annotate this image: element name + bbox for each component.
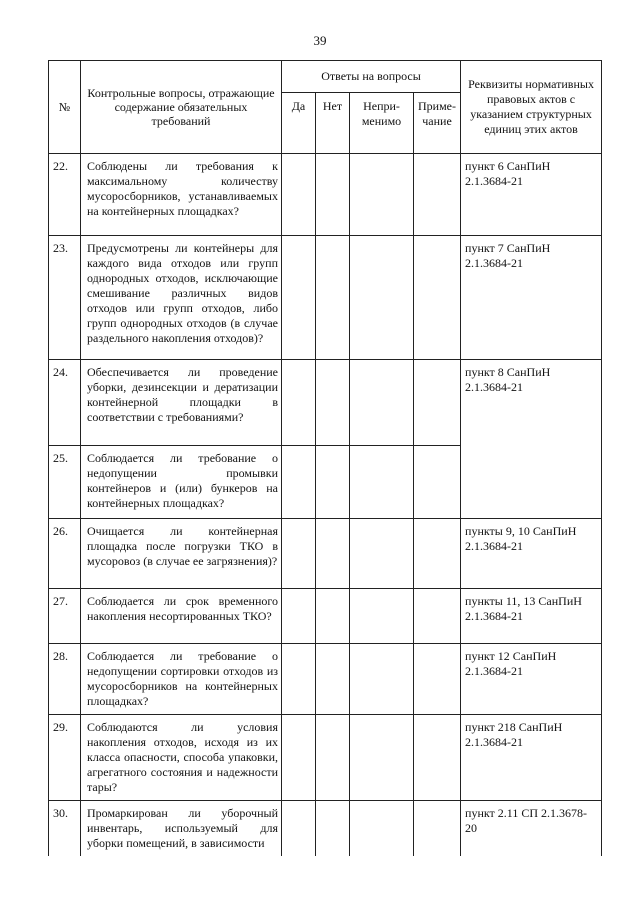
answer-yes-cell[interactable] [282, 446, 316, 519]
table-row [49, 154, 602, 236]
answer-na-cell[interactable] [350, 589, 414, 644]
answer-no-cell[interactable] [316, 644, 350, 715]
checklist-table [48, 60, 602, 856]
row-requisite: пункт 2.11 СП 2.1.3678-20 [461, 801, 602, 856]
row-requisite: пункты 9, 10 СанПиН 2.1.3684-21 [461, 519, 602, 589]
row-number: 30. [49, 801, 81, 856]
answer-na-cell[interactable] [350, 446, 414, 519]
row-question: Соблюдены ли требования к максимальному количеству мусоросборников, устанавливаемых на контейнерных площадках? [81, 154, 282, 236]
header-answer-note [414, 93, 461, 154]
answer-no-cell[interactable] [316, 154, 350, 236]
row-question: Соблюдается ли срок временного накопления несортированных ТКО? [81, 589, 282, 644]
answer-yes-cell[interactable] [282, 236, 316, 360]
row-number: 27. [49, 589, 81, 644]
answer-no-cell[interactable] [316, 589, 350, 644]
row-number: 22. [49, 154, 81, 236]
answer-note-cell[interactable] [414, 154, 461, 236]
answer-na-cell[interactable] [350, 236, 414, 360]
row-requisite [461, 446, 602, 519]
answer-no-cell[interactable] [316, 519, 350, 589]
table-row [49, 360, 602, 446]
row-requisite: пункт 218 СанПиН 2.1.3684-21 [461, 715, 602, 801]
answer-note-cell[interactable] [414, 644, 461, 715]
answer-na-cell[interactable] [350, 801, 414, 856]
row-requisite: пункт 7 СанПиН 2.1.3684-21 [461, 236, 602, 360]
answer-yes-cell[interactable] [282, 519, 316, 589]
answer-no-cell[interactable] [316, 446, 350, 519]
row-number: 24. [49, 360, 81, 446]
row-number: 25. [49, 446, 81, 519]
answer-na-cell[interactable] [350, 715, 414, 801]
table-row [49, 236, 602, 360]
row-number: 29. [49, 715, 81, 801]
header-answer-not-applicable [350, 93, 414, 154]
answer-yes-cell[interactable] [282, 360, 316, 446]
table-row [49, 446, 602, 519]
row-requisite: пункт 6 СанПиН 2.1.3684-21 [461, 154, 602, 236]
row-requisite: пункт 12 СанПиН 2.1.3684-21 [461, 644, 602, 715]
answer-yes-cell[interactable] [282, 644, 316, 715]
page-number: 39 [313, 33, 327, 48]
answer-note-cell[interactable] [414, 801, 461, 856]
table-row [49, 589, 602, 644]
header-answers: Ответы на вопросы [282, 61, 461, 93]
header-note-line2: чание [422, 114, 452, 128]
answer-yes-cell[interactable] [282, 589, 316, 644]
answer-note-cell[interactable] [414, 360, 461, 446]
row-number: 26. [49, 519, 81, 589]
table-row [49, 644, 602, 715]
table-row [49, 519, 602, 589]
header-requisites: Реквизиты нормативных правовых актов с указанием структурных единиц этих актов [461, 61, 602, 154]
header-answer-yes: Да [282, 93, 316, 154]
header-na-line2: менимо [361, 114, 402, 128]
answer-no-cell[interactable] [316, 715, 350, 801]
answer-na-cell[interactable] [350, 644, 414, 715]
row-number: 28. [49, 644, 81, 715]
answer-note-cell[interactable] [414, 446, 461, 519]
row-question: Обеспечивается ли проведение уборки, дезинсекции и дератизации контейнерной площадки в соответствии с требованиями? [81, 360, 282, 446]
answer-note-cell[interactable] [414, 519, 461, 589]
row-question: Соблюдаются ли условия накопления отходов, исходя из их класса опасности, способа упаковки, агрегатного состояния и надежности тары? [81, 715, 282, 801]
answer-no-cell[interactable] [316, 360, 350, 446]
row-question: Соблюдается ли требование о недопущении сортировки отходов из мусоросборников на контейнерных площадках? [81, 644, 282, 715]
answer-na-cell[interactable] [350, 360, 414, 446]
row-question: Промаркирован ли уборочный инвентарь, используемый для уборки помещений, в зависимости [81, 801, 282, 856]
answer-yes-cell[interactable] [282, 154, 316, 236]
header-na-line1: Непри- [363, 99, 400, 113]
answer-note-cell[interactable] [414, 589, 461, 644]
answer-na-cell[interactable] [350, 519, 414, 589]
answer-na-cell[interactable] [350, 154, 414, 236]
row-number: 23. [49, 236, 81, 360]
answer-no-cell[interactable] [316, 236, 350, 360]
answer-yes-cell[interactable] [282, 715, 316, 801]
answer-yes-cell[interactable] [282, 801, 316, 856]
row-requisite: пункт 8 СанПиН 2.1.3684-21 [461, 360, 602, 446]
header-number: № [49, 61, 81, 154]
row-requisite: пункты 11, 13 СанПиН 2.1.3684-21 [461, 589, 602, 644]
row-question: Предусмотрены ли контейнеры для каждого вида отходов или групп однородных отходов, исключающие смешивание различных видов отходов или групп отходов, либо групп однородных отходов (в случае раздельного накопления отходов)? [81, 236, 282, 360]
header-answer-no: Нет [316, 93, 350, 154]
row-question: Очищается ли контейнерная площадка после погрузки ТКО в мусоровоз (в случае ее загрязнения)? [81, 519, 282, 589]
row-question: Соблюдается ли требование о недопущении промывки контейнеров и (или) бункеров на контейнерных площадках? [81, 446, 282, 519]
header-note-line1: Приме- [418, 99, 457, 113]
answer-note-cell[interactable] [414, 715, 461, 801]
table-row [49, 801, 602, 856]
table-row [49, 715, 602, 801]
header-questions: Контрольные вопросы, отражающие содержание обязательных требований [81, 61, 282, 154]
answer-note-cell[interactable] [414, 236, 461, 360]
answer-no-cell[interactable] [316, 801, 350, 856]
